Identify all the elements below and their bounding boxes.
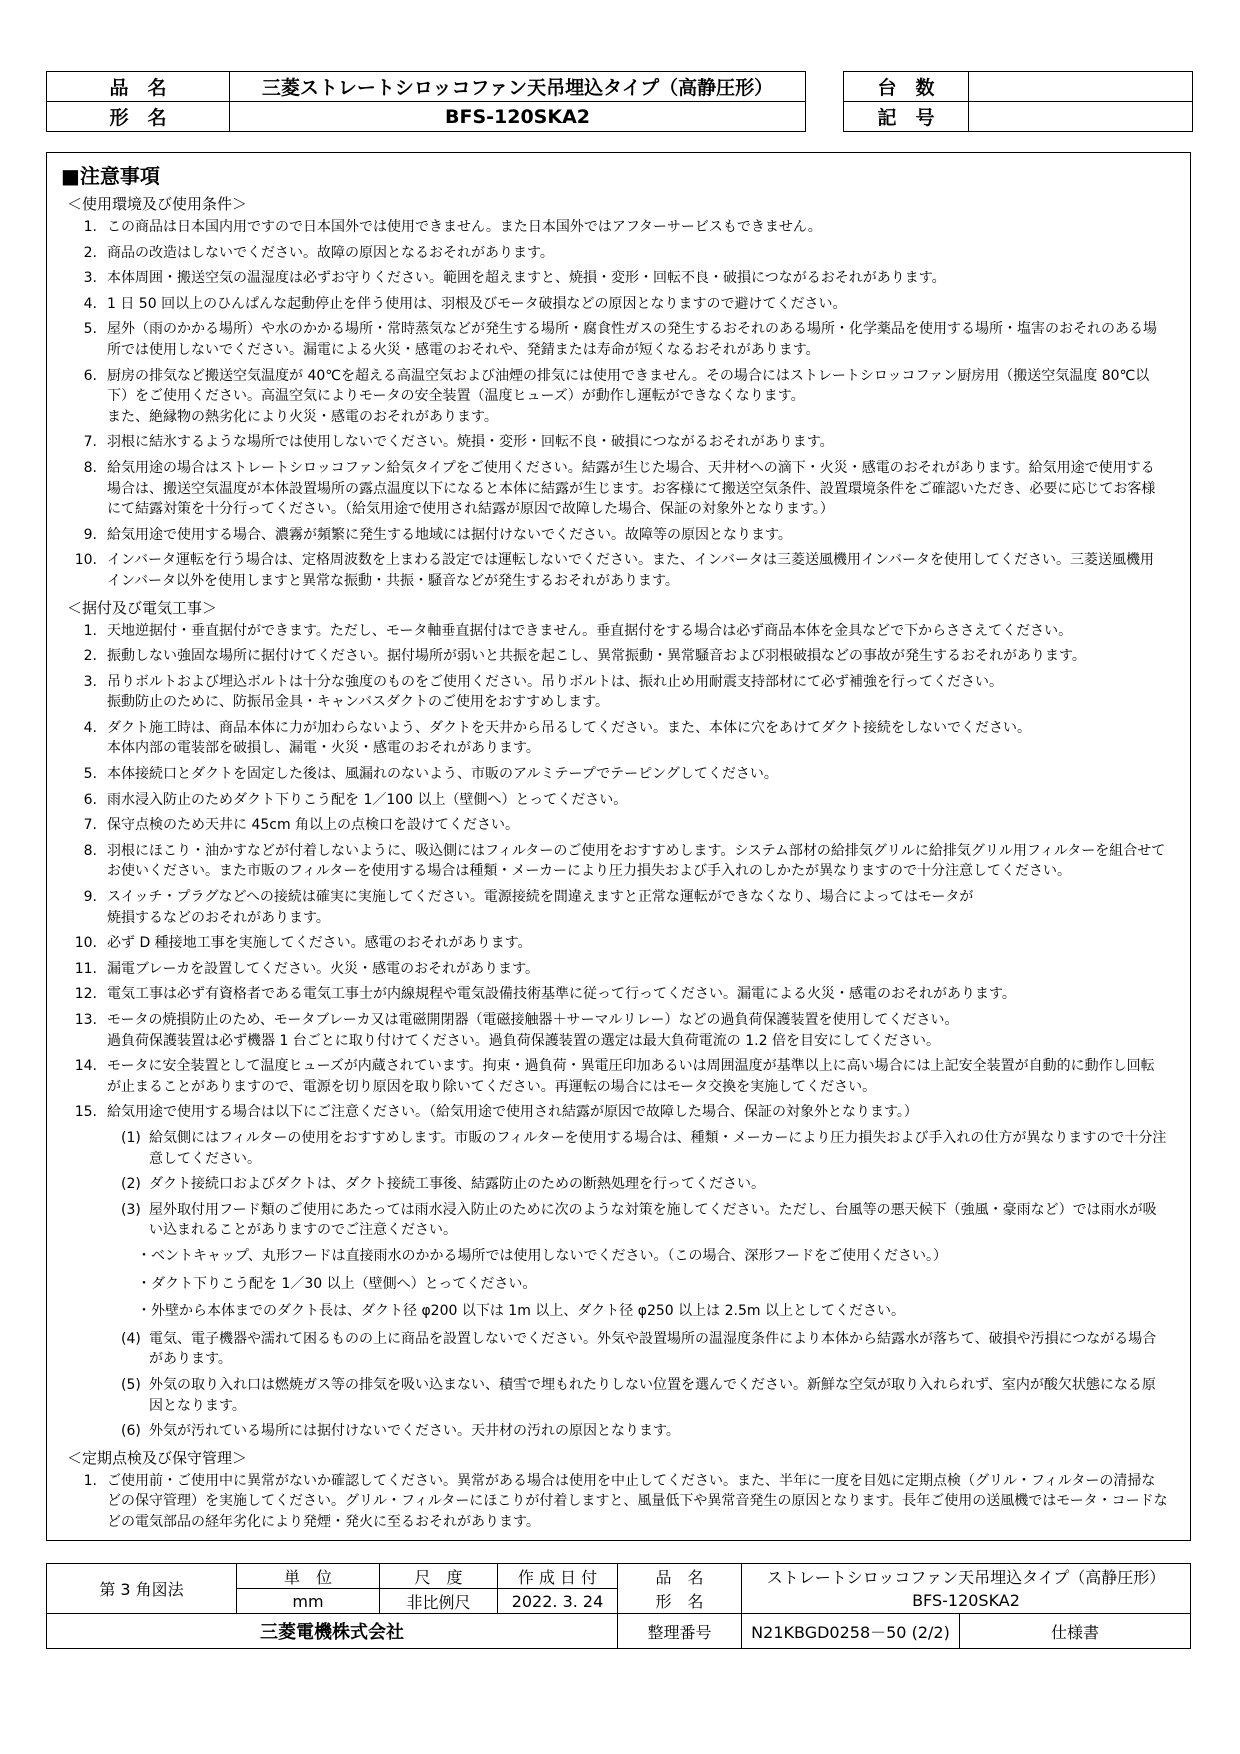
list-item: 6. 雨水浸入防止のためダクト下りこう配を 1／100 以上（壁側へ）とってください。 [83,791,628,808]
bullet-item: ・ダクト下りこう配を 1／30 以上（壁側へ）とってください。 [137,1275,537,1292]
company-name: 三菱電機株式会社 [47,1614,618,1649]
bullet-item: ・ベントキャップ、丸形フードは直接雨水のかかる場所では使用しないでください。（この場合、深形フードをご使用ください。） [137,1247,948,1264]
list-item: 4. 1 日 50 回以上のひんぱんな起動停止を伴う使用は、羽根及びモータ破損などの原因となりますので避けてください。 [83,295,847,312]
list-item: 10. 必ず D 種接地工事を実施してください。感電のおそれがあります。 [74,935,532,952]
scale-label: 尺 度 [380,1564,498,1589]
quantity-label: 台 数 [844,72,969,102]
sub-item: (3) 屋外取付用フード類のご使用にあたっては雨水浸入防止のために次のような対策を施してください。ただし、台風等の悪天候下（強風・豪雨など）では雨水が吸い込まれることがありますのでご注意ください。 [121,1201,1157,1239]
unit-label: 単 位 [237,1564,380,1589]
list-item: 9. 給気用途で使用する場合、濃霧が頻繁に発生する地域には据付けないでください。故障等の原因となります。 [83,526,792,543]
list-item: 7. 保守点検のため天井に 45cm 角以上の点検口を設けてください。 [83,817,520,834]
footer-model: BFS-120SKA2 [742,1589,1191,1614]
list-item: 3. 本体周囲・搬送空気の温湿度は必ずお守りください。範囲を超えますと、焼損・変形・回転不良・破損につながるおそれがあります。 [83,270,946,287]
model-value: BFS-120SKA2 [230,102,806,132]
section-title-installation: ＜据付及び電気工事＞ [67,598,218,617]
footer-product-name: ストレートシロッコファン天吊埋込タイプ（高静圧形） [742,1564,1191,1589]
date-label: 作 成 日 付 [498,1564,618,1589]
bullet-item: ・外壁から本体までのダクト長は、ダクト径 φ200 以下は 1m 以上、ダクト径 φ250 以上は 2.5m 以上としてください。 [137,1303,905,1320]
projection-method: 第 3 角図法 [47,1564,237,1614]
list-item: 13. モータの焼損防止のため、モータブレーカ又は電磁開閉器（電磁接触器＋サーマルリレー）などの過負荷保護装置を使用してください。 過負荷保護装置は必ず機器 1 台ごとに取り付けてください。過負荷保護装置の選定は最大負荷電流の 1.2 倍を目安にしてください。 [74,1012,959,1049]
footer-product-name-label: 品 名 [618,1564,742,1589]
cautions-title: ■注意事項 [61,164,160,188]
unit-value: mm [237,1589,380,1614]
model-label: 形 名 [47,102,230,132]
list-item: 8. 羽根にほこり・油かすなどが付着しないように、吸込側にはフィルターのご使用をおすすめします。システム部材の給排気グリルに給排気グリル用フィルターを組合せてお使いください。また市販のフィルターを使用する場合は種類・メーカーにより圧力損失および手入れのしかたが異なりますので十分注意してください。 [83,842,1166,880]
sub-item: (2) ダクト接続口およびダクトは、ダクト接続工事後、結露防止のための断熱処理を行ってください。 [121,1176,765,1193]
quantity-value [969,72,1193,102]
title-block [46,1563,1191,1649]
list-item: 14. モータに安全装置として温度ヒューズが内蔵されています。拘束・過負荷・異電圧印加あるいは周囲温度が基準以上に高い場合には上記安全装置が自動的に動作し回転が止まることがありますので、電源を切り原因を取り除いてください。再運転の場合にはモータ交換を実施してください。 [74,1058,1155,1095]
list-item: 1. ご使用前・ご使用中に異常がないか確認してください。異常がある場合は使用を中止してください。また、半年に一度を目処に定期点検（グリル・フィルターの清掃などの保守管理）を実施してください。グリル・フィルターにほこりが付着しますと、風量低下や異常音発生の原因となります。長年ご使用の送風機ではモータ・コードなどの電気部品の経年劣化により発煙・発火に至るおそれがあります。 [83,1472,1168,1530]
product-name-value: 三菱ストレートシロッコファン天吊埋込タイプ（高静圧形） [230,72,806,102]
list-item: 2. 振動しない強固な場所に据付けてください。据付場所が弱いと共振を起こし、異常振動・異常騒音および羽根破損などの事故が発生するおそれがあります。 [83,648,1086,665]
sub-item: (5) 外気の取り入れ口は燃焼ガス等の排気を吸い込まない、積雪で埋もれたりしない位置を選んでください。新鮮な空気が取り入れられず、室内が酸欠状態になる原因となります。 [121,1376,1156,1414]
list-item: 6. 厨房の排気など搬送空気温度が 40℃を超える高温空気および油煙の排気には使用できません。その場合にはストレートシロッコファン厨房用（搬送空気温度 80℃以下）をご使用ください。高温空気によりモータの安全装置（温度ヒューズ）が動作し運転ができなくなります。 また、絶縁物の熱劣化により火災・感電のおそれがあります。 [83,367,1150,425]
list-item: 3. 吊りボルトおよび埋込ボルトは十分な強度のものをご使用ください。吊りボルトは、振れ止め用耐震支持部材にて必ず補強を行ってください。 振動防止のために、防振吊金具・キャンバスダクトのご使用をおすすめします。 [83,673,1003,711]
document-type: 仕様書 [960,1614,1191,1649]
sub-item: (1) 給気側にはフィルターの使用をおすすめします。市販のフィルターを使用する場合は、種類・メーカーにより圧力損失および手入れの仕方が異なりますので十分注意してください。 [121,1129,1167,1167]
maintenance-list [61,1471,1168,1533]
product-name-label: 品 名 [47,72,230,102]
list-item: 2. 商品の改造はしないでください。故障の原因となるおそれがあります。 [83,244,554,261]
header-table [46,71,806,132]
footer-model-label: 形 名 [618,1589,742,1614]
ref-label: 整理番号 [618,1614,742,1649]
symbol-label: 記 号 [844,102,969,132]
list-item: 5. 屋外（雨のかかる場所）や水のかかる場所・常時蒸気などが発生する場所・腐食性ガスの発生するおそれのある場所・化学薬品を使用する場所・塩害のおそれのある場所では使用しないでください。漏電による火災・感電のおそれや、発錆または寿命が短くなるおそれがあります。 [83,321,1157,358]
list-item: 9. スイッチ・プラグなどへの接続は確実に実施してください。電源接続を間違えますと正常な運転ができなくなり、場合によってはモータが 焼損するなどのおそれがあります。 [83,889,974,926]
list-item: 1. 天地逆据付・垂直据付ができます。ただし、モータ軸垂直据付はできません。垂直据付をする場合は必ず商品本体を金具などで下からささえてください。 [83,622,1073,639]
symbol-value [969,102,1193,132]
list-item: 5. 本体接続口とダクトを固定した後は、風漏れのないよう、市販のアルミテープでテーピングしてください。 [83,766,778,783]
installation-list [61,621,1168,1123]
cautions-box [46,152,1191,1541]
list-item: 15. 給気用途で使用する場合は以下にご注意ください。（給気用途で使用され結露が原因で故障した場合、保証の対象外となります。） [74,1104,918,1121]
scale-value: 非比例尺 [380,1589,498,1614]
list-item: 4. ダクト施工時は、商品本体に力が加わらないよう、ダクトを天井から吊るしてください。また、本体に穴をあけてダクト接続をしないでください。 本体内部の電装部を破損し、漏電・火災・感電のおそれがあります。 [83,719,1031,757]
date-value: 2022. 3. 24 [498,1589,618,1614]
quantity-symbol-table [843,71,1193,132]
list-item: 10. インバータ運転を行う場合は、定格周波数を上まわる設定では運転しないでください。また、インバータは三菱送風機用インバータを使用してください。三菱送風機用インバータ以外を使用しますと異常な振動・共振・騒音などが発生するおそれがあります。 [74,552,1155,589]
list-item: 7. 羽根に結氷するような場所では使用しないでください。焼損・変形・回転不良・破損につながるおそれがあります。 [83,434,834,451]
sub-item: (4) 電気、電子機器や濡れて困るものの上に商品を設置しないでください。外気や設置場所の温湿度条件により本体から結露水が落ちて、破損や汚損につながる場合があります。 [121,1330,1157,1368]
list-item: 12. 電気工事は必ず有資格者である電気工事士が内線規程や電気設備技術基準に従って行ってください。漏電による火災・感電のおそれがあります。 [74,986,1016,1003]
sub-item: (6) 外気が汚れている場所には据付けないでください。天井材の汚れの原因となります。 [121,1423,680,1440]
section-title-maintenance: ＜定期点検及び保守管理＞ [67,1448,248,1467]
list-item: 8. 給気用途の場合はストレートシロッコファン給気タイプをご使用ください。結露が生じた場合、天井材への滴下・火災・感電のおそれがあります。給気用途で使用する場合は、搬送空気温度が本体設置場所の露点温度以下になると本体に結露が生じます。お客様にて搬送空気条件、設置環境条件をご確認いただき、必要に応じてお客様にて結露対策を十分行ってください。（給気用途で使用され結露が原因で故障した場合、保証の対象外となります。） [83,459,1156,518]
usage-list [61,217,1168,592]
list-item: 11. 漏電ブレーカを設置してください。火災・感電のおそれがあります。 [74,960,540,977]
ref-number: N21KBGD0258－50 (2/2) [742,1614,960,1649]
list-item: 1. この商品は日本国内用ですので日本国外では使用できません。また日本国外ではアフターサービスもできません。 [83,219,822,235]
section-title-usage: ＜使用環境及び使用条件＞ [67,195,248,213]
